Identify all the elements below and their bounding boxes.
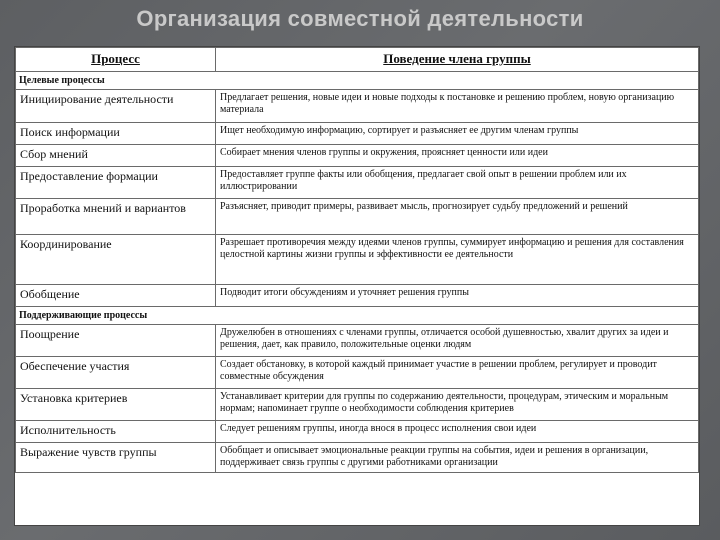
- table-row: [16, 123, 699, 145]
- process-cell: Обобщение: [16, 285, 216, 307]
- section-row-support: [16, 307, 699, 325]
- table-row: [16, 167, 699, 199]
- process-cell: Инициирование деятельности: [16, 90, 216, 123]
- process-cell: Установка критериев: [16, 389, 216, 421]
- behavior-cell: Создает обстановку, в которой каждый принимает участие в решении проблем, регулирует и проводит совместные обсуждения: [216, 357, 699, 389]
- table-row: [16, 145, 699, 167]
- behavior-cell: Предлагает решения, новые идеи и новые подходы к постановке и решению проблем, новую организацию материала: [216, 90, 699, 123]
- behavior-cell: Устанавливает критерии для группы по содержанию деятельности, процедурам, этическим и моральным нормам; напоминает группе о необходимости соблюдения критериев: [216, 389, 699, 421]
- table-row: [16, 421, 699, 443]
- behavior-cell: Ищет необходимую информацию, сортирует и разъясняет ее другим членам группы: [216, 123, 699, 145]
- behavior-cell: Подводит итоги обсуждениям и уточняет решения группы: [216, 285, 699, 307]
- process-table: [15, 47, 699, 473]
- process-cell: Исполнительность: [16, 421, 216, 443]
- process-cell: Выражение чувств группы: [16, 443, 216, 473]
- behavior-cell: Предоставляет группе факты или обобщения, предлагает свой опыт в решении проблем или их иллюстрировании: [216, 167, 699, 199]
- table-row: [16, 285, 699, 307]
- behavior-cell: Разъясняет, приводит примеры, развивает мысль, прогнозирует судьбу предложений и решений: [216, 199, 699, 235]
- behavior-cell: Обобщает и описывает эмоциональные реакции группы на события, идеи и решения в организации, поддерживает связь группы с другими работниками организации: [216, 443, 699, 473]
- table-row: [16, 90, 699, 123]
- table-row: [16, 325, 699, 357]
- header-behavior: Поведение члена группы: [216, 48, 699, 72]
- table-header-row: [16, 48, 699, 72]
- table-row: [16, 199, 699, 235]
- behavior-cell: Дружелюбен в отношениях с членами группы, отличается особой душевностью, хвалит других за идеи и решения, дает, как правило, положительные оценки людям: [216, 325, 699, 357]
- section-row-goal: [16, 72, 699, 90]
- process-table-sheet: [14, 46, 700, 526]
- table-row: [16, 443, 699, 473]
- behavior-cell: Разрешает противоречия между идеями членов группы, суммирует информацию и решения для составления целостной картины жизни группы и эффективности ее деятельности: [216, 235, 699, 285]
- table-row: [16, 357, 699, 389]
- behavior-cell: Собирает мнения членов группы и окружения, проясняет ценности или идеи: [216, 145, 699, 167]
- process-cell: Поиск информации: [16, 123, 216, 145]
- table-row: [16, 235, 699, 285]
- process-cell: Предоставление формации: [16, 167, 216, 199]
- section-goal-label: Целевые процессы: [16, 72, 699, 90]
- process-cell: Координирование: [16, 235, 216, 285]
- header-process: Процесс: [16, 48, 216, 72]
- process-cell: Проработка мнений и вариантов: [16, 199, 216, 235]
- behavior-cell: Следует решениям группы, иногда внося в процесс исполнения свои идеи: [216, 421, 699, 443]
- slide-title: Организация совместной деятельности: [136, 6, 584, 31]
- process-cell: Поощрение: [16, 325, 216, 357]
- table-row: [16, 389, 699, 421]
- process-cell: Сбор мнений: [16, 145, 216, 167]
- process-cell: Обеспечение участия: [16, 357, 216, 389]
- section-support-label: Поддерживающие процессы: [16, 307, 699, 325]
